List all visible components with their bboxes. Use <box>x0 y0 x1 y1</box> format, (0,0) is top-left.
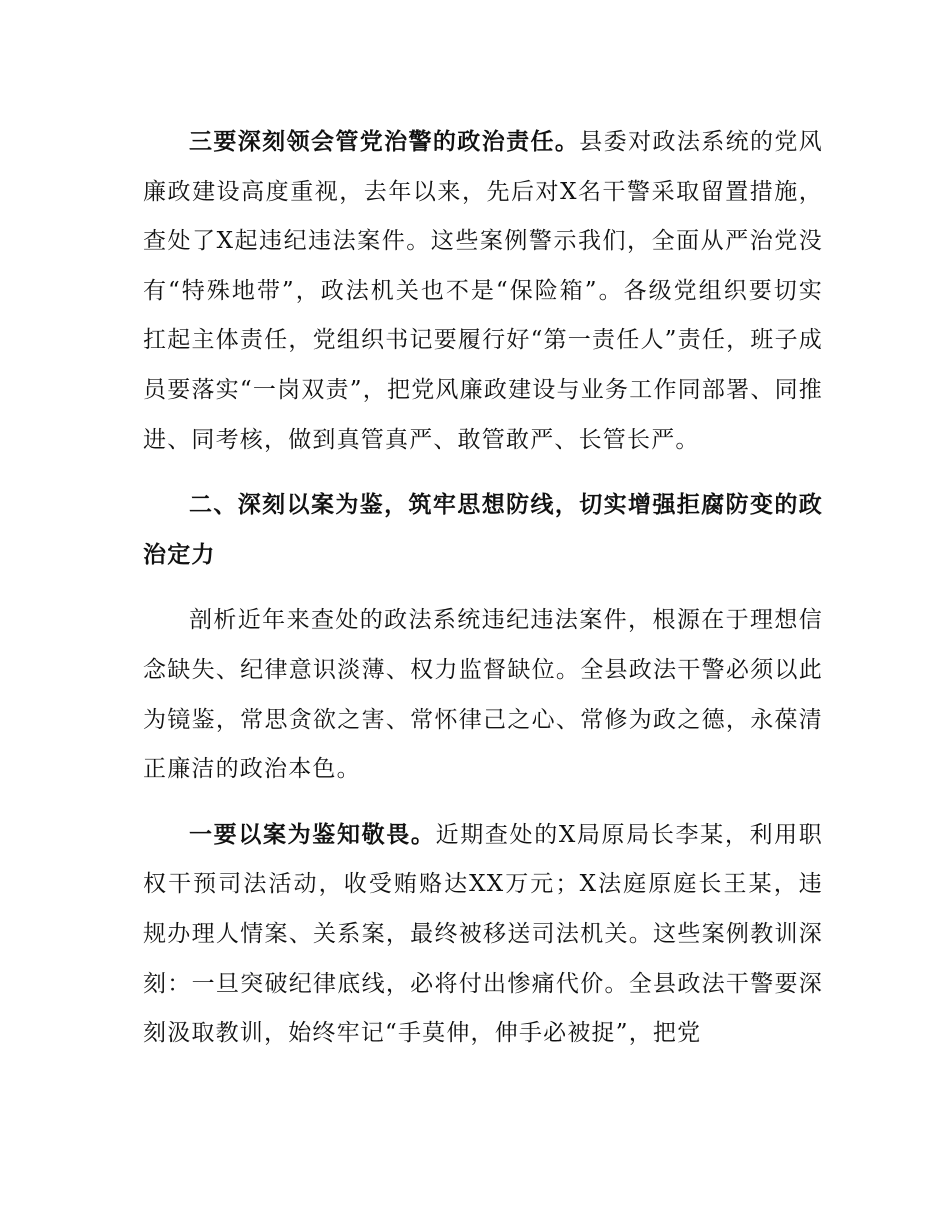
paragraph-lessons <box>143 811 823 1059</box>
paragraph-text: 近期查处的X局原局长李某，利用职权干预司法活动，收受贿赂达XX万元；X法庭原庭长王某，违规办理人情案、关系案，最终被移送司法机关。这些案例教训深刻：一旦突破纪律底线，必将付出惨痛代价。全县政法干警要深刻汲取教训，始终牢记“手莫伸，伸手必被捉”，把党 <box>143 821 824 1047</box>
paragraph-text: 剖析近年来查处的政法系统违纪违法案件，根源在于理想信念缺失、纪律意识淡薄、权力监督缺位。全县政法干警必须以此为镜鉴，常思贪欲之害、常怀律己之心、常修为政之德，永葆清正廉洁的政治本色。 <box>143 607 823 783</box>
paragraph-text: 县委对政法系统的党风廉政建设高度重视，去年以来，先后对X名干警采取留置措施，查处了X起违纪违法案件。这些案例警示我们，全面从严治党没有“特殊地带”，政法机关也不是“保险箱”。各级党组织要切实扛起主体责任，党组织书记要履行好“第一责任人”责任，班子成员要落实“一岗双责”，把党风廉政建设与业务工作同部署、同推进、同考核，做到真管真严、敢管敢严、长管长严。 <box>143 129 824 453</box>
paragraph-lead: 三要深刻领会管党治警的政治责任。 <box>189 129 580 155</box>
section-heading: 二、深刻以案为鉴，筑牢思想防线，切实增强拒腐防变的政治定力 <box>143 492 823 568</box>
paragraph-responsibility <box>143 118 823 465</box>
paragraph-lead: 一要以案为鉴知敬畏。 <box>189 821 436 848</box>
paragraph-analysis <box>143 596 823 794</box>
document-body <box>143 118 823 1059</box>
